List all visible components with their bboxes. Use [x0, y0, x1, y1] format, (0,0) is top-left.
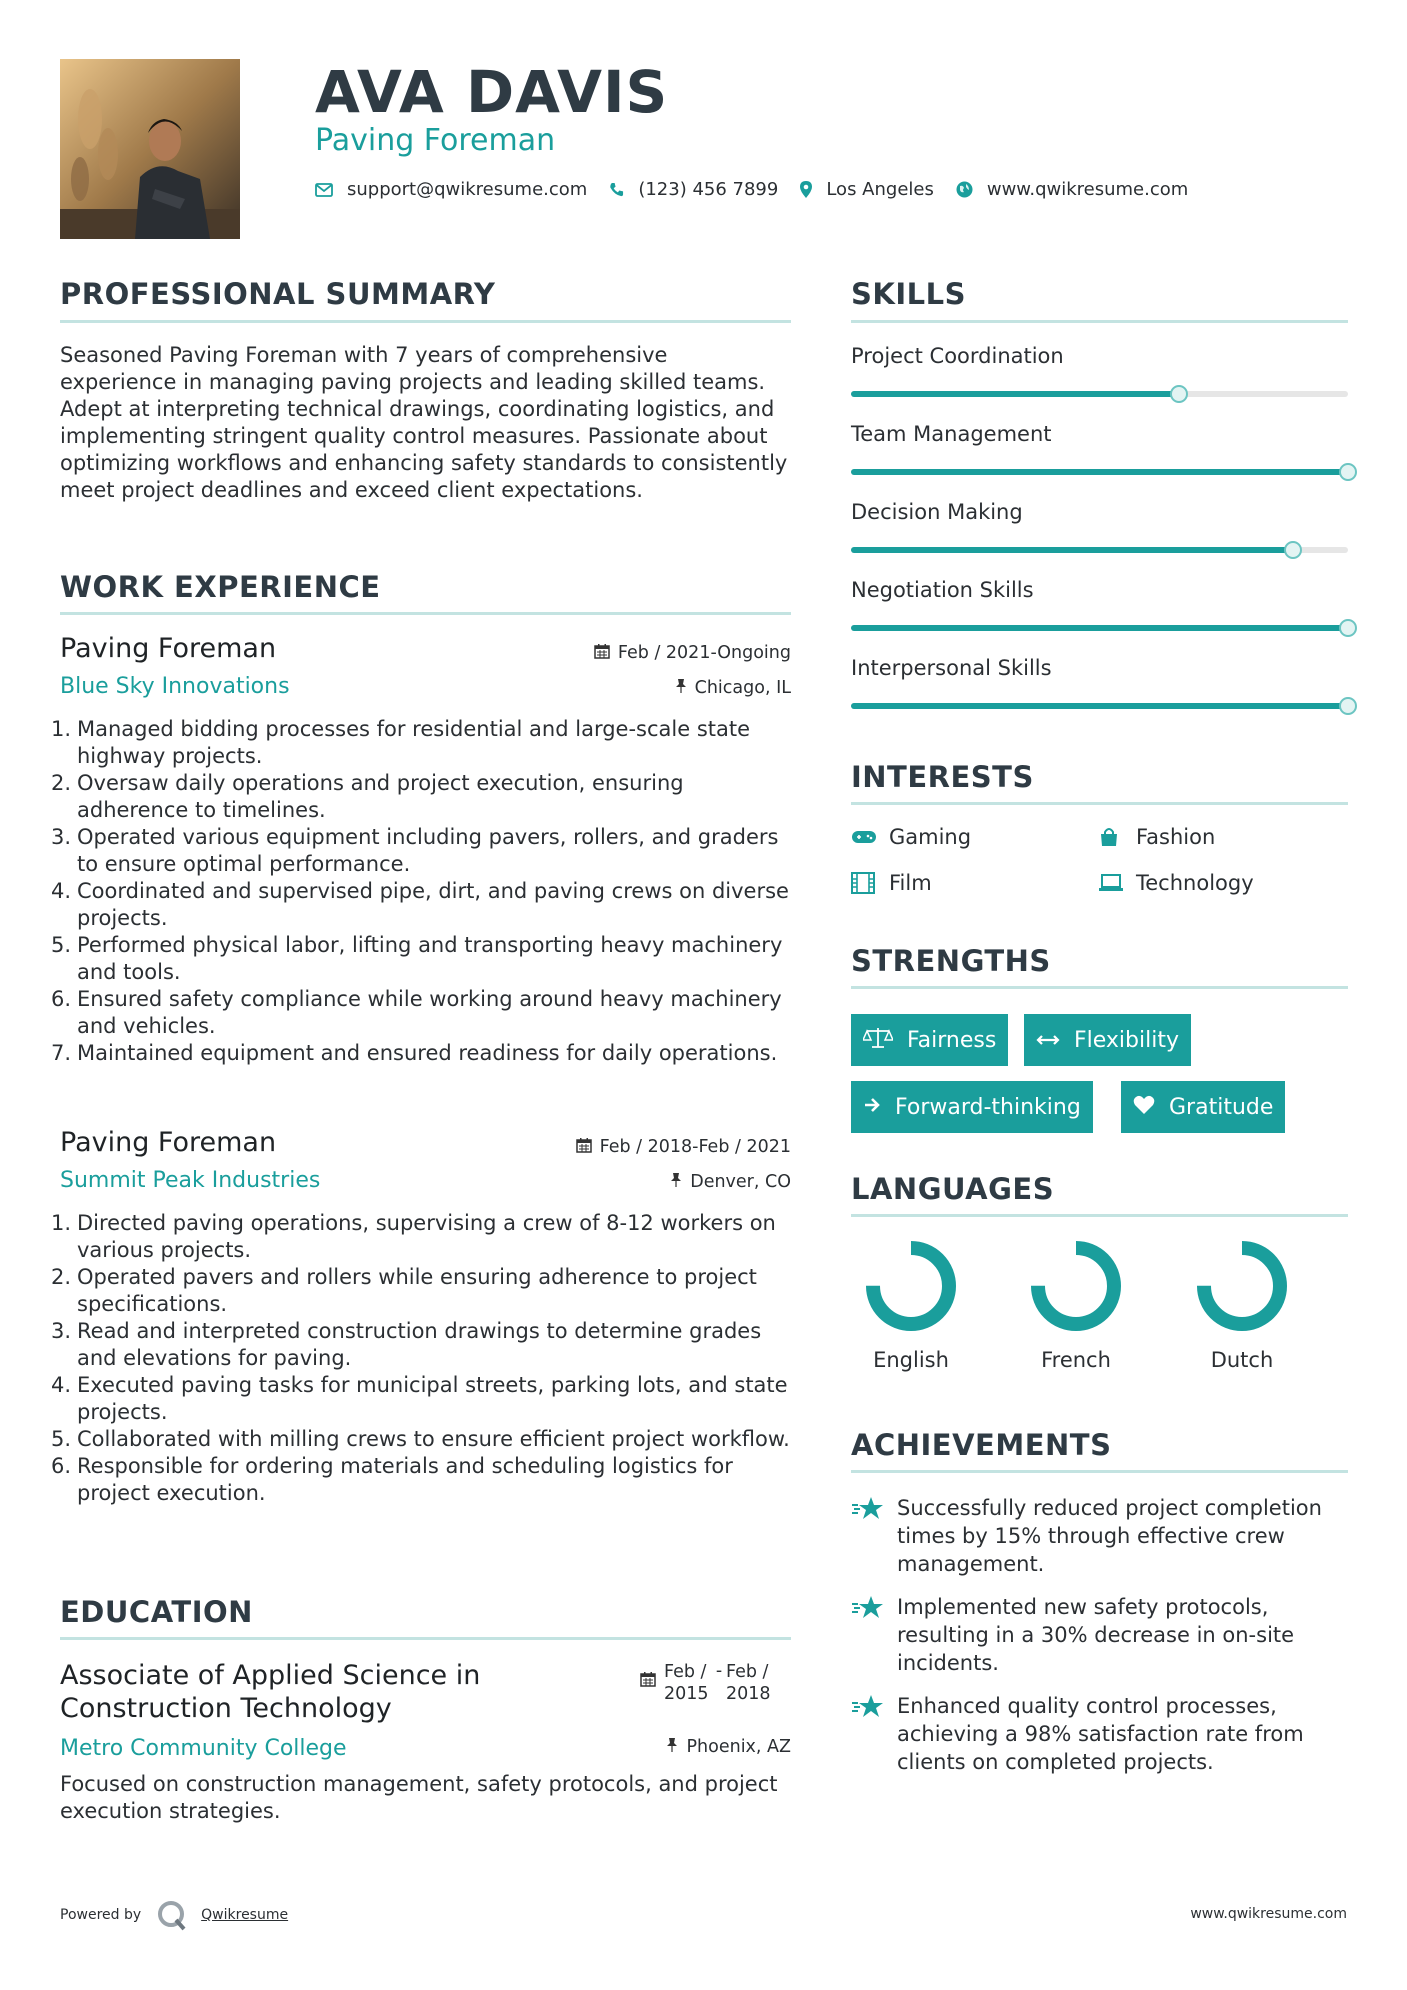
candidate-name: AVA DAVIS [315, 58, 669, 126]
star-icon [851, 1692, 897, 1776]
contact-location-text: Los Angeles [826, 179, 934, 200]
job-dates-text: Feb / 2021-Ongoing [617, 643, 791, 663]
film-icon [851, 872, 881, 894]
profile-photo [60, 59, 240, 239]
skill-bar-fill [851, 703, 1348, 709]
pushpin-icon [675, 678, 687, 698]
skill-bar [851, 703, 1348, 709]
strengths-heading: STRENGTHS [851, 944, 1051, 978]
skill-bar-knob [1339, 697, 1357, 715]
job-location [675, 678, 791, 698]
education-description: Focused on construction management, safety protocols, and project execution strategies. [60, 1772, 778, 1823]
interest-item [851, 825, 971, 849]
pushpin-icon [670, 1172, 682, 1192]
arrow-right-icon [863, 1095, 881, 1119]
skills-heading: SKILLS [851, 277, 966, 311]
footer-website[interactable]: www.qwikresume.com [1190, 1906, 1347, 1922]
language-ring [1196, 1240, 1288, 1332]
skill-bar [851, 625, 1348, 631]
achievements-heading: ACHIEVEMENTS [851, 1428, 1112, 1462]
skill-bar-fill [851, 625, 1348, 631]
achievement-item [851, 1494, 1351, 1578]
contact-phone[interactable] [609, 179, 778, 200]
interests-heading: INTERESTS [851, 760, 1034, 794]
qwikresume-logo-icon [155, 1898, 189, 1932]
languages-divider [851, 1214, 1348, 1217]
star-icon [851, 1593, 897, 1677]
star-icon [851, 1494, 897, 1578]
phone-icon [609, 182, 624, 197]
contact-website[interactable] [956, 179, 1188, 200]
calendar-icon [594, 643, 610, 663]
contact-email[interactable] [315, 179, 587, 200]
interest-label: Technology [1136, 871, 1254, 895]
interests-divider [851, 802, 1348, 805]
skill-label: Team Management [851, 422, 1052, 446]
list-item: 3. Operated various equipment including pavers, rollers, and graders to ensure optimal performance. [51, 825, 779, 876]
education-dates [640, 1661, 776, 1705]
list-item: 4. Coordinated and supervised pipe, dirt, and paving crews on diverse projects. [51, 879, 789, 930]
arrows-horizontal-icon [1036, 1028, 1060, 1052]
list-item: 5. Performed physical labor, lifting and transporting heavy machinery and tools. [51, 933, 783, 984]
skill-bar-knob [1339, 463, 1357, 481]
skill-bar-fill [851, 391, 1179, 397]
strength-label: Flexibility [1074, 1027, 1179, 1053]
skill-bar-knob [1284, 541, 1302, 559]
date-separator: - [715, 1661, 723, 1681]
contact-email-text: support@qwikresume.com [347, 179, 588, 200]
strength-badge [851, 1081, 1093, 1133]
list-item: 1. Managed bidding processes for residential and large-scale state highway projects. [51, 717, 751, 768]
achievement-text: Successfully reduced project completion times by 15% through effective crew management. [897, 1496, 1322, 1576]
language-item [1187, 1240, 1297, 1372]
list-item: 3. Read and interpreted construction drawings to determine grades and elevations for paving. [51, 1319, 762, 1370]
education-end-date: Feb / 2018 [726, 1662, 771, 1704]
candidate-role: Paving Foreman [315, 123, 556, 158]
strength-badge [851, 1014, 1008, 1066]
school-name: Metro Community College [60, 1736, 347, 1761]
interest-label: Fashion [1136, 825, 1216, 849]
achievement-text: Enhanced quality control processes, achieving a 98% satisfaction rate from clients on completed projects. [897, 1694, 1304, 1774]
list-item: 5. Collaborated with milling crews to ensure efficient project workflow. [51, 1427, 790, 1451]
company-name: Blue Sky Innovations [60, 674, 290, 699]
education-location-text: Phoenix, AZ [686, 1737, 791, 1757]
achievement-item [851, 1692, 1351, 1776]
skill-bar-knob [1339, 619, 1357, 637]
job-title: Paving Foreman [60, 1127, 277, 1158]
list-item: 2. Oversaw daily operations and project execution, ensuring adherence to timelines. [51, 771, 684, 822]
education-heading: EDUCATION [60, 1595, 253, 1629]
envelope-icon [315, 183, 333, 197]
skill-label: Project Coordination [851, 344, 1064, 368]
strength-label: Forward-thinking [895, 1094, 1081, 1120]
heart-icon [1133, 1095, 1155, 1120]
interest-label: Film [889, 871, 932, 895]
job-location [670, 1172, 791, 1192]
language-ring [865, 1240, 957, 1332]
calendar-icon [640, 1671, 656, 1691]
language-item [1021, 1240, 1131, 1372]
list-item: 2. Operated pavers and rollers while ensuring adherence to project specifications. [51, 1265, 757, 1316]
education-divider [60, 1637, 791, 1640]
job-title: Paving Foreman [60, 633, 277, 664]
job-dates-text: Feb / 2018-Feb / 2021 [599, 1137, 791, 1157]
language-item [856, 1240, 966, 1372]
strength-badge [1024, 1014, 1191, 1066]
job-location-text: Denver, CO [690, 1172, 791, 1192]
achievement-item [851, 1593, 1351, 1677]
list-item: 4. Executed paving tasks for municipal streets, parking lots, and state projects. [51, 1373, 788, 1424]
languages-heading: LANGUAGES [851, 1172, 1055, 1206]
language-ring [1030, 1240, 1122, 1332]
strengths-divider [851, 986, 1348, 989]
gamepad-icon [851, 829, 881, 845]
language-label: English [873, 1348, 949, 1372]
skill-label: Negotiation Skills [851, 578, 1034, 602]
degree-title: Associate of Applied Science in Construction Technology [60, 1660, 481, 1724]
qwikresume-link[interactable]: Qwikresume [201, 1907, 289, 1923]
powered-by-text: Powered by [60, 1907, 142, 1923]
shopping-bag-icon [1098, 826, 1128, 848]
skill-bar-fill [851, 469, 1348, 475]
pushpin-icon [666, 1737, 678, 1757]
interest-item [1098, 871, 1254, 895]
job-dates [576, 1137, 791, 1157]
skill-bar-knob [1170, 385, 1188, 403]
list-item: 7. Maintained equipment and ensured readiness for daily operations. [51, 1041, 778, 1065]
contact-website-text: www.qwikresume.com [986, 179, 1189, 200]
interest-item [851, 871, 932, 895]
list-item: 6. Responsible for ordering materials and scheduling logistics for project execution. [51, 1454, 733, 1505]
skill-label: Interpersonal Skills [851, 656, 1052, 680]
strength-label: Gratitude [1169, 1094, 1274, 1120]
skill-bar [851, 469, 1348, 475]
job-location-text: Chicago, IL [694, 678, 791, 698]
summary-divider [60, 320, 791, 323]
education-location [666, 1737, 791, 1757]
company-name: Summit Peak Industries [60, 1168, 321, 1193]
skills-divider [851, 320, 1348, 323]
laptop-icon [1098, 874, 1128, 892]
language-label: French [1041, 1348, 1111, 1372]
calendar-icon [576, 1137, 592, 1157]
language-label: Dutch [1210, 1348, 1274, 1372]
footer-powered-by [60, 1898, 288, 1932]
experience-divider [60, 612, 791, 615]
contact-bar [315, 179, 1210, 200]
experience-heading: WORK EXPERIENCE [60, 570, 381, 604]
skill-bar-fill [851, 547, 1293, 553]
strength-label: Fairness [907, 1027, 997, 1053]
strength-badge [1121, 1081, 1285, 1133]
skill-label: Decision Making [851, 500, 1023, 524]
interest-label: Gaming [889, 825, 972, 849]
skill-bar [851, 391, 1348, 397]
contact-phone-text: (123) 456 7899 [638, 179, 779, 200]
education-start-date: Feb / 2015 [664, 1662, 709, 1704]
list-item: 6. Ensured safety compliance while working around heavy machinery and vehicles. [51, 987, 782, 1038]
summary-heading: PROFESSIONAL SUMMARY [60, 277, 496, 311]
achievements-divider [851, 1470, 1348, 1473]
job-dates [594, 643, 791, 663]
job-duties-list [51, 1210, 791, 1507]
list-item: 1. Directed paving operations, supervising a crew of 8-12 workers on various projects. [51, 1211, 776, 1262]
skill-bar [851, 547, 1348, 553]
interest-item [1098, 825, 1215, 849]
globe-icon [956, 181, 973, 198]
achievement-text: Implemented new safety protocols, resulting in a 30% decrease in on-site incidents. [897, 1595, 1295, 1675]
summary-text: Seasoned Paving Foreman with 7 years of comprehensive experience in managing paving projects and leading skilled teams. Adept at interpreting technical drawings, coordinating logistics, and implementing stringent quality control measures. Passionate about optimizing workflows and enhancing safety standards to consistently meet project deadlines and exceed client expectations. [60, 343, 788, 502]
map-pin-icon [800, 181, 812, 198]
contact-location [800, 179, 934, 200]
job-duties-list [51, 716, 791, 1067]
balance-scale-icon [863, 1027, 893, 1054]
